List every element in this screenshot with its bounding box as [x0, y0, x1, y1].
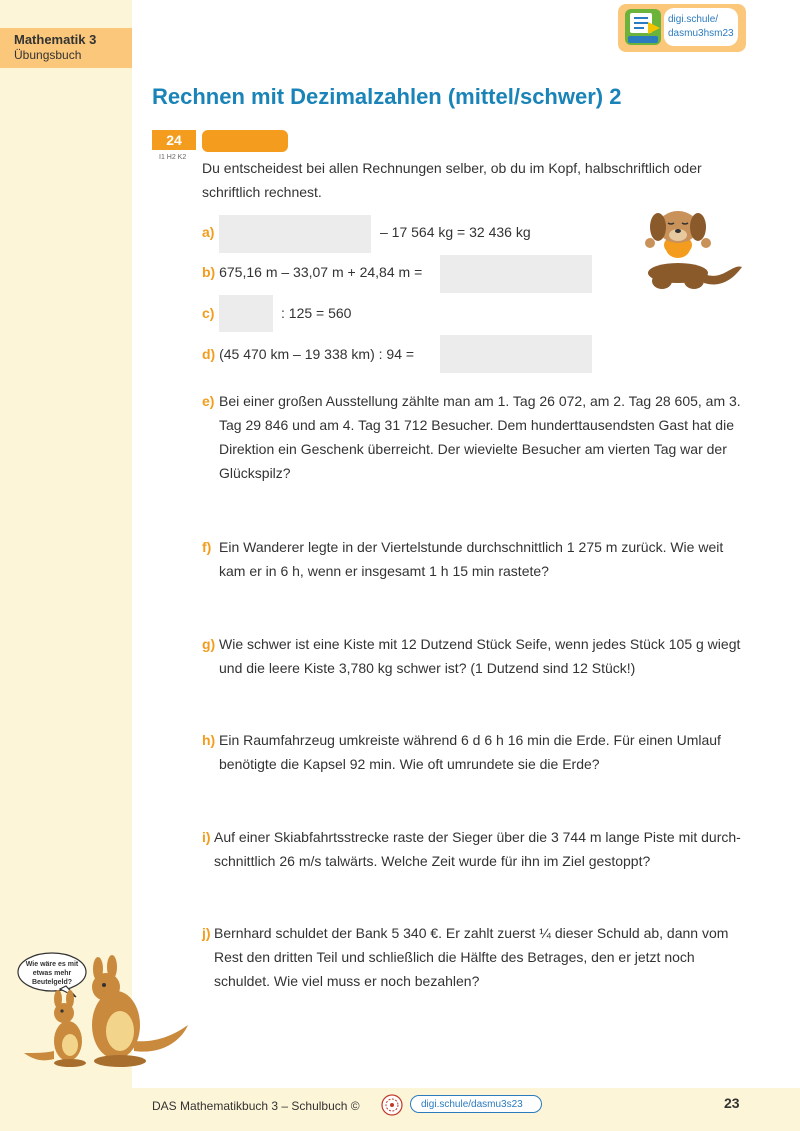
item-a-text: – 17 564 kg = 32 436 kg	[380, 224, 531, 240]
book-title: Mathematik 3	[14, 32, 97, 47]
kangaroos-illustration	[24, 955, 190, 1069]
publisher-logo-icon	[381, 1094, 403, 1116]
item-c-label: c)	[202, 305, 215, 321]
speech-bubble-text: Wie wäre es mit etwas mehr Beutelgeld?	[25, 961, 79, 986]
digi-link-line1[interactable]: digi.schule/	[668, 14, 719, 25]
item-a-label: a)	[202, 224, 215, 240]
item-h	[202, 728, 747, 776]
answer-gap-d[interactable]	[440, 335, 592, 373]
item-c	[202, 305, 214, 321]
item-e-label: e)	[202, 393, 215, 409]
item-i-label: i)	[202, 829, 211, 845]
left-margin	[0, 0, 132, 1088]
book-subtitle: Übungsbuch	[14, 48, 82, 62]
item-e-text: Bei einer großen Ausstellung zählte man am 1. Tag 26 072, am 2. Tag 28 605, am 3. Tag 29 846 und am 4. Tag 31 712 Besucher. Dem hunderttausendsten Gast hat die Direktion ein Geschenk überreicht. Der wievielte Besucher am vierten Tag war der Glückspilz?	[219, 393, 741, 481]
item-g-label: g)	[202, 636, 216, 652]
task-type-pill	[202, 130, 288, 152]
item-d-text: (45 470 km – 19 338 km) : 94 =	[219, 346, 415, 362]
item-i	[202, 825, 752, 873]
item-a	[202, 224, 214, 240]
answer-gap-c[interactable]	[219, 295, 273, 332]
item-e	[202, 389, 747, 485]
item-d-label: d)	[202, 346, 216, 362]
item-b-text: 675,16 m – 33,07 m + 24,84 m =	[219, 264, 423, 280]
item-f-label: f)	[202, 539, 212, 555]
item-i-text: Auf einer Skiabfahrtsstrecke raste der Sieger über die 3 744 m lange Piste mit durch-schnittlich 26 m/s talwärts. Welche Zeit wurde für ihn im Ziel gestoppt?	[214, 829, 741, 869]
meditating-dog-illustration	[632, 203, 744, 295]
item-b	[202, 264, 422, 280]
item-d	[202, 346, 414, 362]
item-g	[202, 632, 747, 680]
task-competencies: I1 H2 K2	[159, 154, 187, 161]
page-number: 23	[724, 1095, 740, 1111]
item-b-label: b)	[202, 264, 216, 280]
item-j-text: Bernhard schuldet der Bank 5 340 €. Er zahlt zuerst ¼ dieser Schuld ab, dann vom Rest den dritten Teil und schließlich die Hälfte des Betrages, den er jetzt noch schuldet. Wie viel muss er noch bezahlen?	[214, 925, 729, 989]
page-title: Rechnen mit Dezimalzahlen (mittel/schwer) 2	[152, 84, 622, 109]
item-g-text: Wie schwer ist eine Kiste mit 12 Dutzend Stück Seife, wenn jedes Stück 105 g wiegt und die leere Kiste 3,780 kg schwer ist? (1 Dutzend sind 12 Stück!)	[219, 636, 741, 676]
item-h-label: h)	[202, 732, 216, 748]
task-intro: Du entscheidest bei allen Rechnungen selber, ob du im Kopf, halbschriftlich oder schriftlich rechnest.	[202, 160, 702, 200]
hue-manager-icon[interactable]	[624, 8, 662, 46]
item-h-text: Ein Raumfahrzeug umkreiste während 6 d 6 h 16 min die Erde. Für einen Umlauf benötigte die Kapsel 92 min. Wie oft umrundete sie die Erde?	[219, 732, 721, 772]
footer-digi-link[interactable]: digi.schule/dasmu3s23	[410, 1095, 542, 1113]
answer-gap-a[interactable]	[219, 215, 371, 253]
task-number: 24	[152, 130, 196, 150]
item-f	[202, 535, 747, 583]
footer-text: DAS Mathematikbuch 3 – Schulbuch ©	[152, 1099, 360, 1113]
item-f-text: Ein Wanderer legte in der Viertelstunde durchschnittlich 1 275 m zurück. Wie weit kam er in 6 h, wenn er insgesamt 1 h 15 min rastete?	[219, 539, 724, 579]
item-j	[202, 921, 747, 993]
item-c-text: : 125 = 560	[281, 305, 352, 321]
answer-gap-b[interactable]	[440, 255, 592, 293]
digi-link-line2[interactable]: dasmu3hsm23	[668, 28, 734, 39]
item-j-label: j)	[202, 925, 211, 941]
